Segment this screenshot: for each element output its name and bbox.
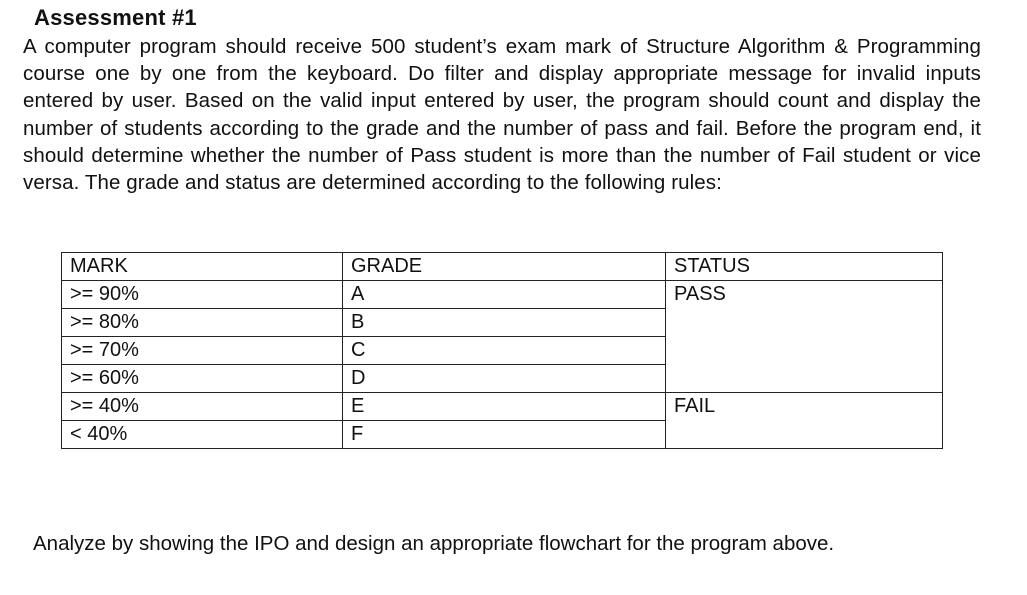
status-fail-cell: FAIL [666,393,943,449]
mark-cell: >= 80% [62,309,343,337]
grading-rules-table [61,252,943,449]
grade-cell: E [343,393,666,421]
table-row [62,281,943,309]
grade-cell: C [343,337,666,365]
header-mark: MARK [62,253,343,281]
assessment-title: Assessment #1 [34,5,197,30]
problem-description: A computer program should receive 500 student’s exam mark of Structure Algorithm & Programming course one by one from the keyboard. Do filter and display appropriate message for invalid inputs entered by user. Based on the valid input entered by user, the program should count and display the number of students according to the grade and the number of pass and fail. Before the program end, it should determine whether the number of Pass student is more than the number of Fail student or vice versa. The grade and status are determined according to the following rules: [23,35,981,195]
grade-cell: B [343,309,666,337]
header-grade: GRADE [343,253,666,281]
status-pass-cell: PASS [666,281,943,393]
grade-cell: A [343,281,666,309]
table-row [62,393,943,421]
grade-cell: F [343,421,666,449]
mark-cell: >= 40% [62,393,343,421]
table-header-row [62,253,943,281]
mark-cell: >= 60% [62,365,343,393]
task-instruction: Analyze by showing the IPO and design an appropriate flowchart for the program above. [33,532,835,555]
mark-cell: >= 90% [62,281,343,309]
mark-cell: >= 70% [62,337,343,365]
header-status: STATUS [666,253,943,281]
mark-cell: < 40% [62,421,343,449]
grade-cell: D [343,365,666,393]
